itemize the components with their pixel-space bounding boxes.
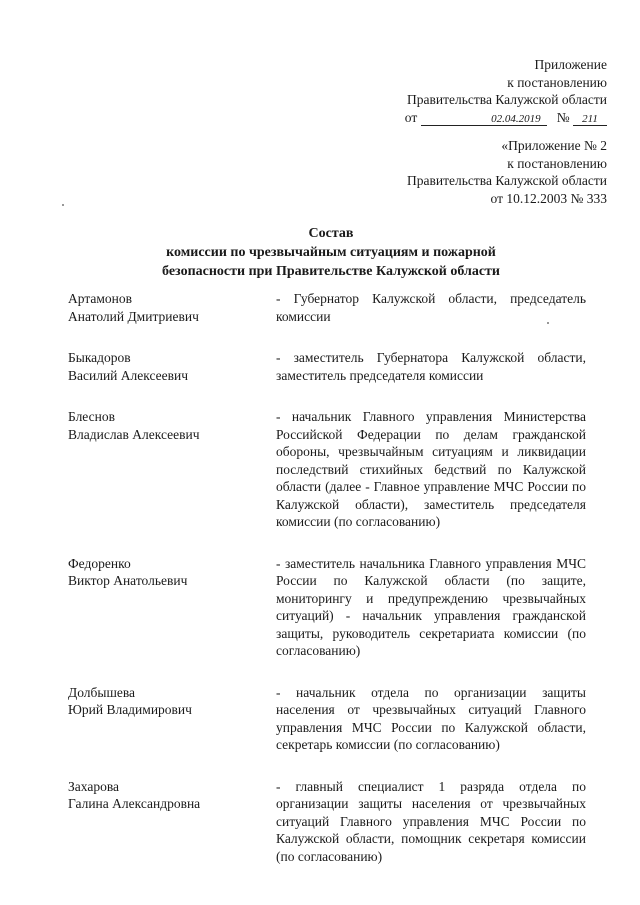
member-given-names: Виктор Анатольевич: [68, 573, 188, 588]
member-row: [68, 408, 588, 531]
member-name: [68, 555, 276, 660]
number-value: 211: [582, 113, 598, 125]
members-list: [68, 290, 588, 889]
member-role: - заместитель Губернатора Калужской области, заместитель председателя комиссии: [276, 350, 586, 383]
member-row: [68, 290, 588, 325]
member-given-names: Галина Александровна: [68, 796, 201, 811]
title-line1: Состав: [308, 226, 354, 241]
scan-speck: [547, 322, 549, 324]
member-role: - начальник Главного управления Министерства Российской Федерации по делам гражданской обороны, чрезвычайным ситуациям и ликвидации последствий стихийных бедствий по Калужской области (далее - Главное управление МЧС России по Калужской области), заместитель председателя комиссии (по согласованию): [276, 409, 586, 529]
member-given-names: Анатолий Дмитриевич: [68, 308, 199, 324]
member-name: [68, 349, 276, 384]
member-row: [68, 684, 588, 754]
member-role: - Губернатор Калужской области, председатель комиссии: [276, 291, 586, 324]
ot-label: от: [404, 109, 418, 125]
number-label: №: [556, 109, 570, 125]
original-line1: «Приложение № 2: [501, 138, 607, 153]
appendix-header: [405, 56, 607, 126]
member-role: - начальник отдела по организации защиты населения от чрезвычайных ситуаций Главного управления МЧС России по Калужской области, секретарь комиссии (по согласованию): [276, 684, 586, 752]
member-surname: Блеснов: [68, 409, 115, 424]
appendix-line3: Правительства Калужской области: [406, 92, 607, 107]
member-name: [68, 290, 276, 325]
appendix-line1: Приложение: [534, 57, 607, 72]
title-line2: комиссии по чрезвычайным ситуациям и пожарной: [166, 245, 496, 260]
member-role: - заместитель начальника Главного управления МЧС России по Калужской области (по защите, мониторингу и предупреждению чрезвычайных ситуаций) - начальник управления гражданской защиты, руководитель секретариата комиссии (по согласованию): [276, 555, 586, 658]
member-name: [68, 408, 276, 531]
original-line4: от 10.12.2003 № 333: [490, 190, 607, 206]
original-line3: Правительства Калужской области: [406, 173, 607, 188]
original-line2: к постановлению: [507, 155, 607, 171]
member-name: [68, 778, 276, 866]
date-value: 02.04.2019: [491, 113, 541, 125]
member-given-names: Юрий Владимирович: [68, 702, 192, 717]
member-given-names: Василий Алексеевич: [68, 367, 189, 383]
member-row: [68, 349, 588, 384]
number-underline: [573, 111, 607, 126]
member-given-names: Владислав Алексеевич: [68, 426, 200, 442]
appendix-line2: к постановлению: [507, 74, 607, 90]
original-appendix-header: [407, 137, 607, 207]
member-surname: Захарова: [68, 778, 120, 794]
member-row: [68, 555, 588, 660]
member-surname: Быкадоров: [68, 350, 131, 365]
member-name: [68, 684, 276, 754]
date-underline: [421, 111, 547, 126]
appendix-reference-line: [405, 109, 607, 127]
member-role: - главный специалист 1 разряда отдела по организации защиты населения от чрезвычайных ситуаций Главного управления МЧС России по Калужской области, помощник секретаря комиссии (по согласованию): [276, 778, 586, 864]
member-surname: Долбышева: [68, 684, 136, 700]
member-surname: Федоренко: [68, 555, 131, 571]
title-line3: безопасности при Правительстве Калужской области: [162, 264, 500, 279]
member-surname: Артамонов: [68, 291, 133, 306]
scan-speck: [62, 204, 64, 206]
member-row: [68, 778, 588, 866]
document-title: [0, 224, 640, 281]
